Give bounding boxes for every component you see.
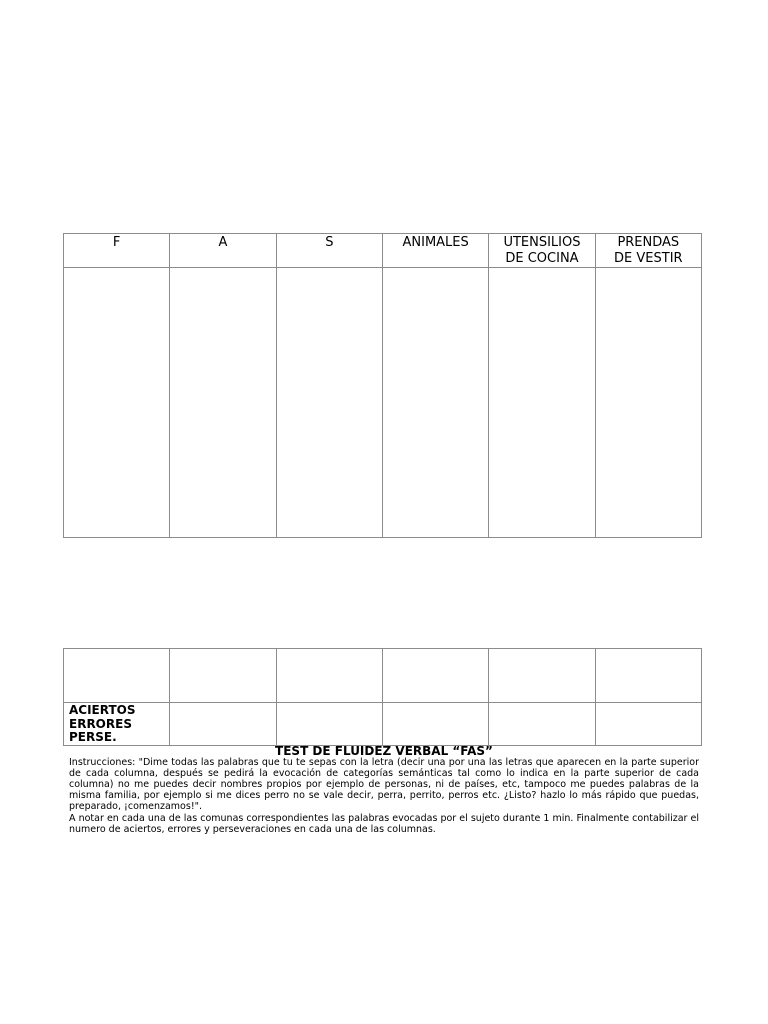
- score-blank-row: [64, 649, 702, 703]
- document-title: TEST DE FLUIDEZ VERBAL “FAS”: [275, 744, 493, 758]
- notes-paragraph: A notar en cada una de las comunas correspondientes las palabras evocadas por el sujeto durante 1 min. Finalmente contabilizar el numero de aciertos, errores y perseveraciones en cada una de las columnas.: [69, 813, 699, 835]
- header-prendas: [595, 234, 701, 268]
- header-utensilios-line1: UTENSILIOS: [503, 235, 581, 250]
- header-row: [64, 234, 702, 268]
- header-utensilios: [489, 234, 595, 268]
- header-a-label: A: [218, 235, 228, 250]
- score-blank-cell[interactable]: [170, 649, 276, 703]
- score-blank-cell[interactable]: [382, 649, 488, 703]
- header-prendas-line2: DE VESTIR: [614, 251, 683, 266]
- instructions-paragraph: Instrucciones: "Dime todas las palabras que tu te sepas con la letra (decir una por una las letras que aparecen en la parte superior de cada columna, después se pedirá la evocación de categorías semánticas tal como lo indica en la parte superior de cada columna) no me puedes decir nombres propios por ejemplo de personas, ni de países, etc, tampoco me puedes palabras de la misma familia, por ejemplo si me dices perro no se vale decir, perra, perrito, perros etc. ¿Listo? hazlo lo más rápido que puedas, preparado, ¡comenzamos!".: [69, 757, 699, 812]
- score-blank-cell[interactable]: [276, 649, 382, 703]
- header-f: [64, 234, 170, 268]
- header-animales: [382, 234, 488, 268]
- answer-cell-a[interactable]: [170, 268, 276, 538]
- aciertos-label: ACIERTOS: [69, 703, 136, 717]
- header-animales-label: ANIMALES: [402, 235, 469, 250]
- answer-cell-animales[interactable]: [382, 268, 488, 538]
- score-blank-cell[interactable]: [595, 649, 701, 703]
- header-a: [170, 234, 276, 268]
- score-cell[interactable]: [170, 703, 276, 746]
- answer-cell-utensilios[interactable]: [489, 268, 595, 538]
- header-s: [276, 234, 382, 268]
- header-prendas-line1: PRENDAS: [617, 235, 680, 250]
- answer-cell-prendas[interactable]: [595, 268, 701, 538]
- perse-label: PERSE.: [69, 730, 117, 744]
- score-table: [63, 648, 702, 746]
- header-s-label: S: [325, 235, 334, 250]
- answer-cell-s[interactable]: [276, 268, 382, 538]
- score-blank-cell[interactable]: [489, 649, 595, 703]
- header-f-label: F: [112, 235, 121, 250]
- answer-cell-f[interactable]: [64, 268, 170, 538]
- score-labels-cell: [64, 703, 170, 746]
- header-utensilios-line2: DE COCINA: [505, 251, 579, 266]
- score-cell[interactable]: [382, 703, 488, 746]
- score-cell[interactable]: [595, 703, 701, 746]
- score-blank-cell[interactable]: [64, 649, 170, 703]
- errores-label: ERRORES: [69, 716, 132, 731]
- score-cell[interactable]: [489, 703, 595, 746]
- words-table: [63, 233, 702, 538]
- score-values-row: [64, 703, 702, 746]
- answer-row: [64, 268, 702, 538]
- score-cell[interactable]: [276, 703, 382, 746]
